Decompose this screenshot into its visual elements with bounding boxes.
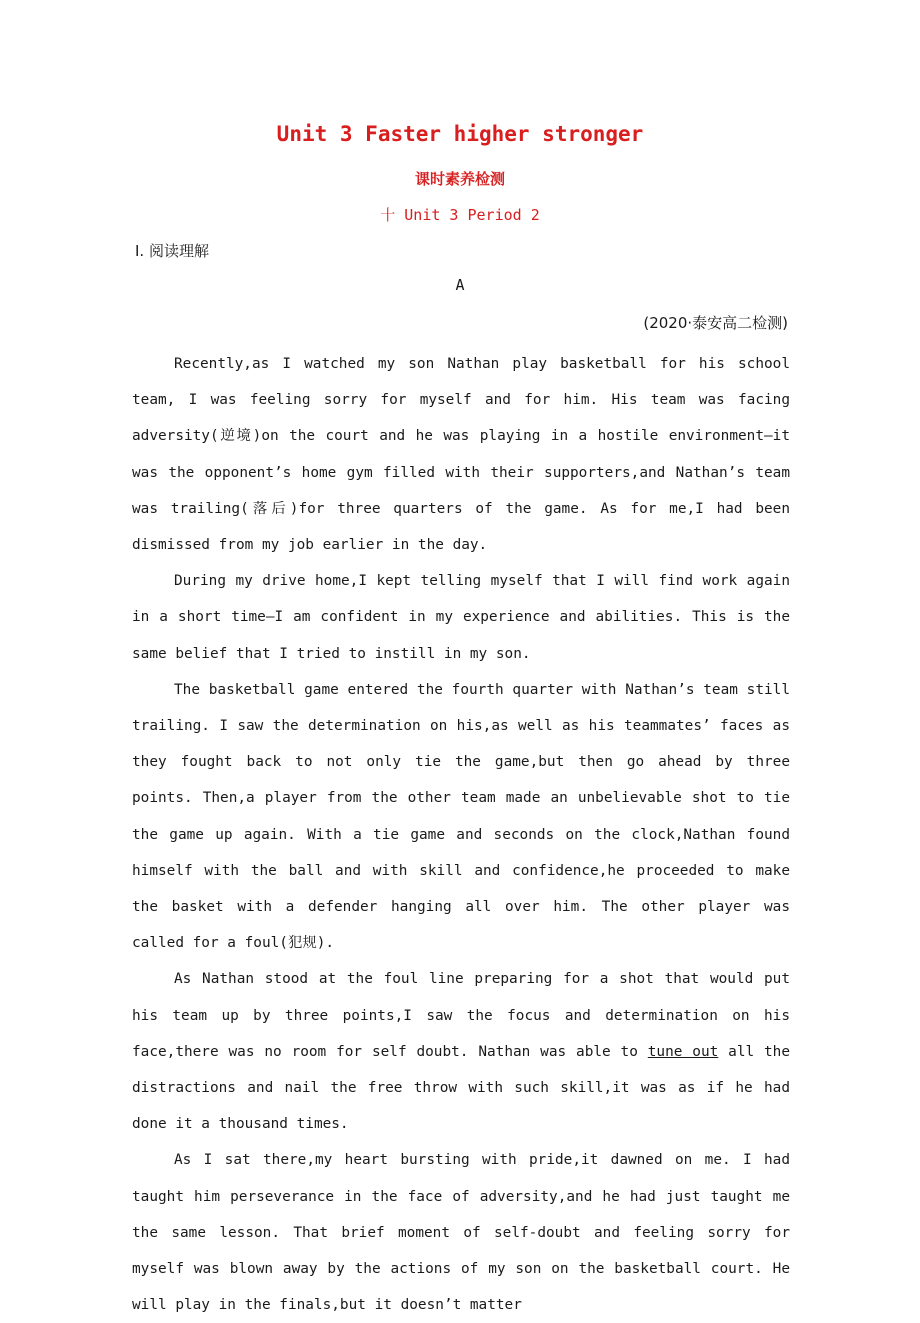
paragraph-4-end: all the distractions and nail the free throw with such skill,it was as if he had done it a thousand times. — [132, 1043, 791, 1133]
passage-letter: A — [455, 276, 465, 294]
passage-source: (2020·泰安高二检测) — [643, 314, 788, 332]
paragraph-5: As I sat there,my heart bursting with pride,it dawned on me. I had taught him perseverance in the face of adversity,and he had just taught me the same lesson. That brief moment of self-doubt and feeling sorry for myself was blown away by the actions of my son on the basketball court. He will play in the finals,but it doesn’t matter — [132, 1152, 790, 1314]
paragraph-1: Recently,as I watched my son Nathan play basketball for his school team, I was feeling sorry for myself and for him. His team was facing adversity(逆境)on the court and he was playing in a hostile environment—it was the opponent’s home gym filled with their supporters,and Nathan’s team was trailing(落后)for three quarters of the game. As for me,I had been dismissed from my job earlier in the day. — [132, 356, 790, 554]
passage-body — [132, 346, 790, 1323]
lesson-subtitle: 课时素养检测 — [414, 170, 505, 188]
underlined-phrase: tune out — [647, 1043, 719, 1060]
period-heading: 十 Unit 3 Period 2 — [380, 206, 540, 224]
paragraph-2: During my drive home,I kept telling myself that I will find work again in a short time—I am confident in my experience and abilities. This is the same belief that I tried to instill in my son. — [132, 573, 790, 662]
unit-title: Unit 3 Faster higher stronger — [276, 122, 644, 146]
paragraph-3: The basketball game entered the fourth quarter with Nathan’s team still trailing. I saw the determination on his,as well as his teammates’ faces as they fought back to not only tie the game,but then go ahead by three points. Then,a player from the other team made an unbelievable shot to tie the game up again. With a tie game and seconds on the clock,Nathan found himself with the ball and with skill and confidence,he proceeded to make the basket with a defender hanging all over him. The other player was called for a foul(犯规). — [132, 681, 790, 952]
paragraph-4-start: As Nathan stood at the foul line preparing for a shot that would put his team up by three points,I saw the focus and determination on his face,there was no room for self doubt. Nathan was able to — [132, 971, 790, 1060]
paragraph-4 — [132, 961, 790, 1142]
section-heading: Ⅰ. 阅读理解 — [135, 242, 209, 260]
